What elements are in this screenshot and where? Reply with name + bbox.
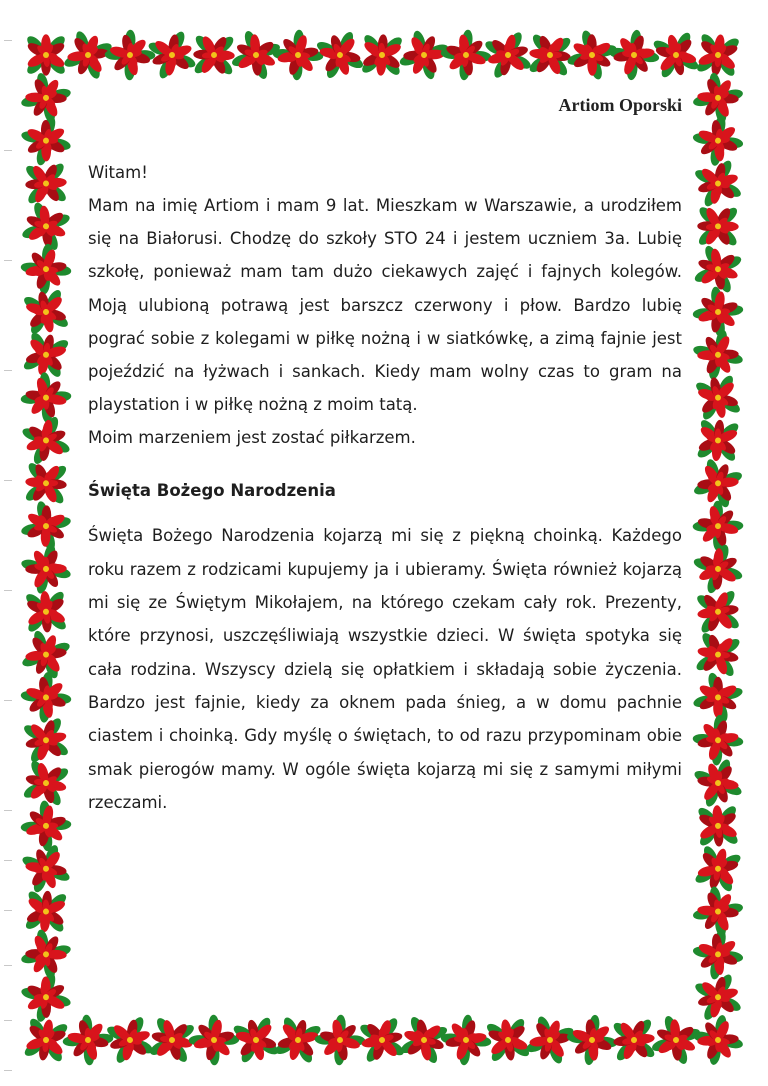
author-name: Artiom Oporski (558, 95, 682, 115)
christmas-paragraph: Święta Bożego Narodzenia kojarzą mi się z piękną choinką. Każdego roku razem z rodzicami kupujemy ja i ubieramy. Święta również kojarzą mi się ze Świętym Mikołajem, na którego czekam cały rok. Prezenty, które przynosi, uszczęśliwiają wszystkie dzieci. W święta spotyka się cała rodzina. Wszyscy dzielą się opłatkiem i składają sobie życzenia. Bardzo jest fajnie, kiedy za oknem pada śnieg, a w domu pachnie ciastem i choinką. Gdy myślę o świętach, to od razu przypominam obie smak pierogów mamy. W ogóle święta kojarzą mi się z samymi miłymi rzeczami. (88, 526, 682, 812)
intro-paragraph: Mam na imię Artiom i mam 9 lat. Mieszkam w Warszawie, a urodziłem się na Białorusi. Chodzę do szkoły STO 24 i jestem uczniem 3a. Lubię szkołę, ponieważ mam tam dużo ciekawych zajęć i fajnych kolegów. Moją ulubioną potrawą jest barszcz czerwony i płow. Bardzo lubię pograć sobie z kolegami w piłkę nożną i w siatkówkę, a zimą fajnie jest pojeździć na łyżwach i sankach. Kiedy mam wolny czas to gram na playstation i w piłkę nożną z moim tatą. (88, 196, 682, 415)
poinsettia-icon (268, 25, 329, 86)
poinsettia-icon (692, 372, 744, 424)
poinsettia-icon (23, 589, 69, 635)
poinsettia-icon (24, 33, 67, 76)
poinsettia-icon (436, 1010, 497, 1071)
dream-sentence: Moim marzeniem jest zostać piłkarzem. (88, 428, 416, 448)
poinsettia-icon (58, 1010, 119, 1071)
poinsettia-icon (16, 968, 75, 1027)
poinsettia-icon (483, 1015, 532, 1064)
section-heading: Święta Bożego Narodzenia (88, 481, 336, 501)
poinsettia-icon (694, 417, 741, 464)
poinsettia-icon (16, 367, 77, 428)
poinsettia-icon (688, 282, 749, 343)
poinsettia-icon (436, 25, 497, 86)
poinsettia-icon (16, 795, 77, 856)
poinsettia-icon (20, 714, 72, 766)
poinsettia-icon (23, 460, 70, 507)
poinsettia-icon (16, 111, 75, 170)
poinsettia-icon (184, 1010, 245, 1071)
poinsettia-icon (647, 1011, 704, 1068)
poinsettia-icon (696, 204, 740, 248)
poinsettia-icon (526, 31, 573, 78)
poinsettia-icon (693, 629, 744, 680)
poinsettia-icon (16, 539, 75, 598)
poinsettia-icon (694, 587, 743, 636)
poinsettia-icon (688, 924, 748, 984)
poinsettia-icon (192, 33, 237, 78)
poinsettia-icon (691, 156, 745, 210)
poinsettia-icon (23, 160, 69, 206)
poinsettia-icon (359, 32, 405, 78)
poinsettia-icon (100, 25, 161, 86)
poinsettia-icon (610, 1016, 657, 1063)
poinsettia-icon (562, 1010, 622, 1070)
poinsettia-icon (310, 1010, 371, 1071)
poinsettia-icon (688, 496, 749, 557)
poinsettia-icon (688, 710, 749, 771)
poinsettia-icon (16, 68, 75, 127)
poinsettia-icon (691, 842, 744, 895)
poinsettia-icon (688, 110, 748, 170)
poinsettia-icon (16, 496, 75, 555)
poinsettia-icon (16, 667, 77, 728)
poinsettia-icon (16, 925, 75, 984)
poinsettia-icon (604, 25, 664, 85)
poinsettia-icon (691, 970, 745, 1024)
poinsettia-icon (694, 31, 743, 80)
poinsettia-icon (695, 803, 740, 848)
poinsettia-icon (23, 888, 70, 935)
poinsettia-icon (16, 239, 77, 300)
poinsettia-icon (20, 286, 72, 338)
greeting: Witam! (88, 163, 148, 182)
poinsettia-icon (688, 1010, 748, 1070)
letter-body (88, 95, 682, 819)
poinsettia-icon (689, 540, 747, 598)
